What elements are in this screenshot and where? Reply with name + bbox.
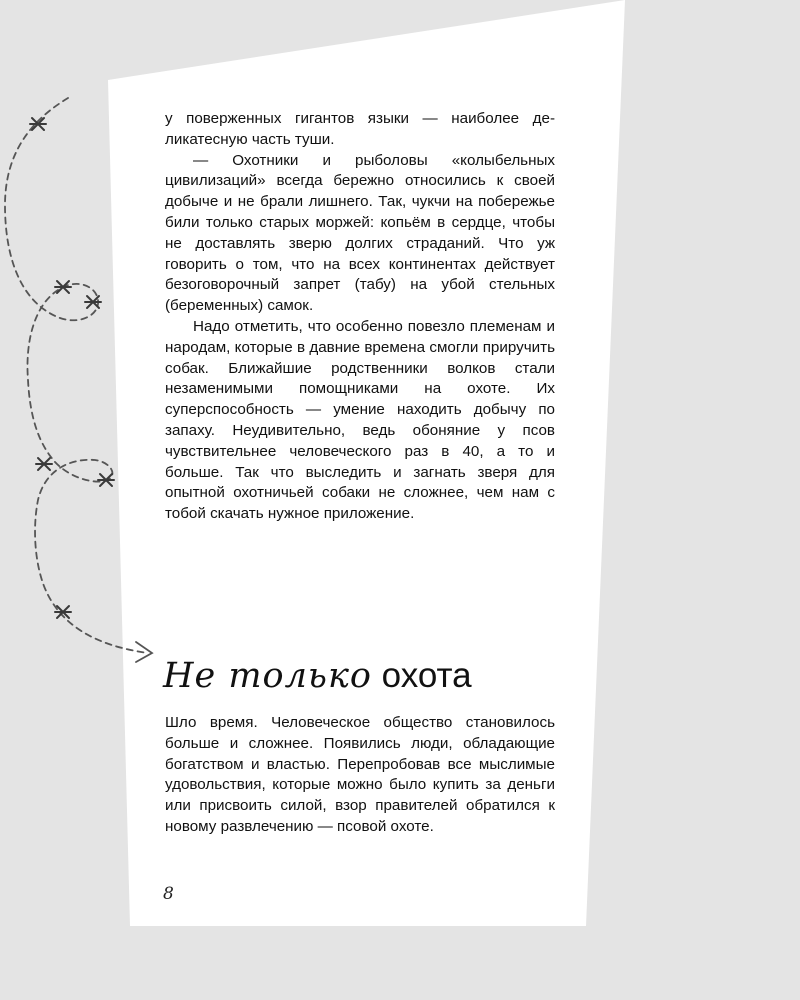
paragraph: Надо отметить, что особенно повезло племенам и народам, которые в давние времена смогли приручить собак. Ближайшие родственники волков стали незаменимыми помощниками на охоте. Их суперспособность — умение находить добычу по запаху. Неудивительно, ведь обоняние у псов чувствительнее человеческого раз в 40, а то и больше. Так что выследить и загнать зверя для опытной охотничьей собаки не сложнее, чем нам с тобой скачать нужное приложение. — [165, 317, 555, 523]
page-number: 8 — [163, 884, 174, 904]
section-heading — [163, 650, 472, 702]
heading-handwritten: Не только — [163, 656, 372, 696]
body-text-top — [165, 109, 555, 525]
paragraph: Шло время. Человеческое общество становилось больше и сложнее. Появились люди, обладающие богатством и властью. Перепробовав все мыслимые удовольствия, которые можно было купить за деньги или присвоить силой, взор правителей обратился к новому развлечению — псовой охоте. — [165, 714, 555, 835]
body-text-bottom — [165, 713, 555, 838]
heading-print: охота — [381, 656, 472, 695]
paragraph: — Охотники и рыболовы «колыбельных цивилизаций» всегда бережно относились к своей добыче и не брали лишнего. Так, чукчи на побережье били только старых моржей: копьём в сердце, чтобы не доставлять зверю долгих страданий. Что уж говорить о том, что на всех континентах действует безоговорочный запрет (табу) на убой стельных (беременных) самок. — [165, 151, 555, 315]
paragraph: у поверженных гигантов языки — наиболее деликатесную часть туши. — [165, 110, 555, 148]
